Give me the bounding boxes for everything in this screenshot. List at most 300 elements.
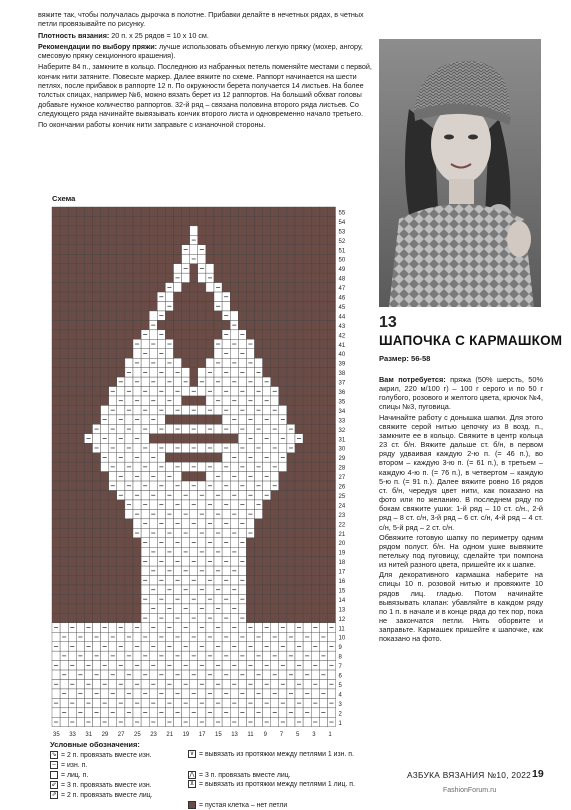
chart-cell (149, 689, 157, 698)
chart-cell (157, 207, 165, 216)
chart-cell (255, 585, 263, 594)
chart-cell (93, 273, 101, 282)
chart-cell (141, 226, 149, 235)
chart-cell (198, 632, 206, 641)
chart-cell (101, 491, 109, 500)
chart-cell (84, 453, 92, 462)
chart-cell (319, 245, 327, 254)
chart-cell (246, 519, 254, 528)
chart-cell (222, 264, 230, 273)
chart-cell (311, 254, 319, 263)
chart-cell (93, 680, 101, 689)
chart-cell (271, 623, 279, 632)
chart-cell (157, 283, 165, 292)
chart-cell (271, 264, 279, 273)
chart-cell (279, 594, 287, 603)
chart-cell (295, 226, 303, 235)
chart-cell (271, 661, 279, 670)
chart-cell (214, 273, 222, 282)
chart-cell (68, 708, 76, 717)
chart-cell (303, 235, 311, 244)
chart-cell (311, 264, 319, 273)
chart-cell (84, 283, 92, 292)
chart-cell (271, 585, 279, 594)
chart-cell (255, 311, 263, 320)
chart-cell (319, 358, 327, 367)
chart-cell (52, 594, 60, 603)
chart-cell (319, 623, 327, 632)
chart-cell (255, 245, 263, 254)
chart-cell (327, 472, 335, 481)
chart-cell (311, 349, 319, 358)
chart-cell (222, 226, 230, 235)
chart-cell (287, 339, 295, 348)
chart-cell (141, 509, 149, 518)
chart-cell (255, 415, 263, 424)
chart-cell (263, 358, 271, 367)
chart-cell (182, 207, 190, 216)
chart-cell (93, 339, 101, 348)
chart-cell (52, 302, 60, 311)
chart-cell (319, 462, 327, 471)
chart-cell (271, 547, 279, 556)
chart-cell (190, 358, 198, 367)
chart-cell (52, 566, 60, 575)
chart-cell (319, 283, 327, 292)
chart-cell (303, 339, 311, 348)
chart-cell (84, 368, 92, 377)
chart-cell (271, 216, 279, 225)
chart-cell (238, 254, 246, 263)
chart-cell (303, 519, 311, 528)
chart-cell (52, 472, 60, 481)
legend-item: ⇙ = 3 п. провязать вместе изн. (51, 781, 152, 789)
chart-cell (311, 462, 319, 471)
chart-cell (238, 396, 246, 405)
chart-cell (295, 594, 303, 603)
chart-cell (198, 415, 206, 424)
chart-cell (263, 245, 271, 254)
chart-cell (174, 207, 182, 216)
chart-cell (84, 292, 92, 301)
intro-paragraph-0: вяжите так, чтобы получалась дырочка в полотне. Прибавки делайте в нечетных рядах, в четных петли провязывайте по рисунку. (38, 10, 364, 29)
chart-cell (93, 604, 101, 613)
chart-cell (319, 604, 327, 613)
chart-cell (52, 424, 60, 433)
chart-cell (60, 547, 68, 556)
chart-cell (60, 698, 68, 707)
chart-cell (214, 405, 222, 414)
chart-cell (255, 594, 263, 603)
chart-cell (133, 538, 141, 547)
chart-cell (52, 245, 60, 254)
chart-cell (141, 254, 149, 263)
chart-cell (271, 358, 279, 367)
chart-cell (125, 339, 133, 348)
chart-cell (109, 235, 117, 244)
chart-cell (174, 566, 182, 575)
chart-cell (238, 661, 246, 670)
row-number: 41 (338, 342, 346, 349)
chart-cell (93, 642, 101, 651)
column-number: 35 (53, 731, 60, 738)
chart-cell (52, 500, 60, 509)
chart-cell (174, 642, 182, 651)
chart-cell (190, 623, 198, 632)
chart-cell (117, 358, 125, 367)
chart-cell (198, 283, 206, 292)
chart-cell (174, 585, 182, 594)
chart-cell (109, 538, 117, 547)
chart-cell (246, 462, 254, 471)
chart-cell (255, 717, 263, 726)
chart-cell (190, 585, 198, 594)
chart-cell (238, 528, 246, 537)
chart-cell (255, 642, 263, 651)
chart-cell (303, 415, 311, 424)
chart-cell (206, 528, 214, 537)
chart-cell (230, 576, 238, 585)
chart-cell (263, 387, 271, 396)
chart-cell (101, 670, 109, 679)
chart-cell (52, 670, 60, 679)
chart-cell (238, 358, 246, 367)
chart-cell (174, 491, 182, 500)
chart-cell (263, 613, 271, 622)
chart-cell (84, 302, 92, 311)
row-number: 49 (338, 267, 346, 274)
chart-cell (319, 443, 327, 452)
chart-cell (303, 320, 311, 329)
chart-cell (311, 339, 319, 348)
chart-cell (263, 576, 271, 585)
chart-cell (84, 254, 92, 263)
chart-cell (311, 358, 319, 367)
chart-cell (133, 264, 141, 273)
row-number: 18 (338, 560, 346, 567)
chart-cell (141, 434, 149, 443)
chart-cell (230, 245, 238, 254)
chart-cell (303, 661, 311, 670)
chart-cell (133, 585, 141, 594)
chart-cell (117, 585, 125, 594)
chart-cell (279, 500, 287, 509)
chart-cell (84, 547, 92, 556)
chart-cell (68, 235, 76, 244)
row-number: 10 (338, 635, 346, 642)
chart-cell (206, 245, 214, 254)
chart-cell (238, 415, 246, 424)
chart-cell (295, 311, 303, 320)
chart-cell (271, 491, 279, 500)
chart-cell (76, 443, 84, 452)
chart-cell (93, 453, 101, 462)
chart-cell (149, 632, 157, 641)
chart-cell (255, 519, 263, 528)
chart-cell (287, 481, 295, 490)
chart-cell (60, 661, 68, 670)
row-number: 48 (338, 276, 346, 283)
chart-cell (206, 717, 214, 726)
chart-cell (214, 311, 222, 320)
chart-cell (109, 717, 117, 726)
chart-cell (222, 680, 230, 689)
chart-cell (93, 509, 101, 518)
chart-cell (263, 216, 271, 225)
chart-cell (93, 358, 101, 367)
chart-cell (303, 377, 311, 386)
chart-cell (190, 717, 198, 726)
chart-cell (125, 491, 133, 500)
chart-cell (109, 500, 117, 509)
chart-cell (141, 245, 149, 254)
chart-cell (157, 566, 165, 575)
chart-cell (76, 415, 84, 424)
chart-cell (125, 283, 133, 292)
chart-cell (311, 519, 319, 528)
chart-cell (255, 453, 263, 462)
chart-cell (287, 680, 295, 689)
chart-cell (125, 358, 133, 367)
chart-cell (287, 698, 295, 707)
chart-cell (222, 207, 230, 216)
chart-cell (214, 415, 222, 424)
chart-cell (101, 368, 109, 377)
chart-cell (303, 358, 311, 367)
chart-cell (246, 216, 254, 225)
chart-cell (84, 245, 92, 254)
chart-cell (101, 594, 109, 603)
chart-cell (287, 320, 295, 329)
chart-cell (141, 396, 149, 405)
chart-cell (93, 216, 101, 225)
chart-cell (279, 387, 287, 396)
chart-cell (311, 481, 319, 490)
chart-cell (198, 434, 206, 443)
chart-cell (52, 481, 60, 490)
chart-cell (222, 254, 230, 263)
chart-cell (76, 358, 84, 367)
chart-cell (84, 651, 92, 660)
chart-cell (117, 311, 125, 320)
chart-cell (125, 680, 133, 689)
chart-cell (295, 576, 303, 585)
pattern-size: Размер: 56-58 (379, 354, 431, 363)
chart-cell (295, 538, 303, 547)
chart-cell (182, 320, 190, 329)
legend-symbol-icon: ⋀ (189, 772, 195, 778)
chart-cell (109, 368, 117, 377)
chart-cell (93, 500, 101, 509)
chart-cell (182, 216, 190, 225)
chart-cell (133, 708, 141, 717)
chart-cell (311, 245, 319, 254)
chart-cell (327, 651, 335, 660)
column-number: 29 (101, 731, 109, 738)
chart-cell (327, 481, 335, 490)
chart-cell (263, 339, 271, 348)
chart-cell (271, 283, 279, 292)
chart-cell (287, 491, 295, 500)
chart-cell (287, 661, 295, 670)
chart-cell (279, 613, 287, 622)
chart-cell (149, 670, 157, 679)
chart-cell (271, 226, 279, 235)
chart-cell (279, 405, 287, 414)
chart-cell (149, 330, 157, 339)
chart-cell (303, 349, 311, 358)
chart-cell (230, 708, 238, 717)
chart-cell (141, 320, 149, 329)
chart-cell (287, 396, 295, 405)
chart-cell (263, 424, 271, 433)
chart-cell (68, 216, 76, 225)
chart-cell (76, 594, 84, 603)
chart-cell (60, 377, 68, 386)
chart-cell (133, 245, 141, 254)
chart-cell (174, 415, 182, 424)
chart-cell (255, 358, 263, 367)
chart-cell (141, 717, 149, 726)
chart-cell (60, 283, 68, 292)
chart-cell (327, 632, 335, 641)
chart-cell (182, 519, 190, 528)
chart-cell (206, 235, 214, 244)
chart-cell (109, 349, 117, 358)
chart-cell (222, 585, 230, 594)
chart-cell (52, 613, 60, 622)
chart-cell (76, 623, 84, 632)
chart-cell (327, 216, 335, 225)
chart-cell (60, 717, 68, 726)
chart-cell (52, 434, 60, 443)
chart-cell (263, 519, 271, 528)
chart-cell (101, 292, 109, 301)
chart-cell (133, 670, 141, 679)
chart-cell (68, 207, 76, 216)
chart-cell (174, 509, 182, 518)
legend-item: = лиц. п. (50, 770, 153, 780)
chart-cell (117, 708, 125, 717)
chart-cell (101, 443, 109, 452)
chart-cell (319, 330, 327, 339)
chart-cell (295, 491, 303, 500)
chart-cell (230, 264, 238, 273)
chart-cell (182, 434, 190, 443)
chart-cell (109, 377, 117, 386)
chart-cell (238, 226, 246, 235)
chart-cell (101, 632, 109, 641)
chart-cell (319, 264, 327, 273)
chart-cell (263, 651, 271, 660)
chart-cell (214, 320, 222, 329)
chart-cell (295, 604, 303, 613)
chart-cell (68, 245, 76, 254)
chart-cell (238, 585, 246, 594)
chart-cell (311, 424, 319, 433)
chart-cell (295, 632, 303, 641)
chart-cell (76, 604, 84, 613)
chart-cell (141, 377, 149, 386)
chart-cell (60, 576, 68, 585)
chart-cell (198, 273, 206, 282)
chart-cell (255, 547, 263, 556)
chart-cell (190, 330, 198, 339)
row-number: 32 (338, 427, 346, 434)
chart-cell (271, 330, 279, 339)
chart-cell (263, 670, 271, 679)
row-number: 24 (338, 503, 346, 510)
chart-cell (174, 547, 182, 556)
chart-cell (93, 245, 101, 254)
chart-cell (327, 264, 335, 273)
chart-cell (84, 396, 92, 405)
chart-cell (117, 547, 125, 556)
chart-cell (52, 226, 60, 235)
chart-cell (101, 387, 109, 396)
chart-cell (238, 302, 246, 311)
chart-cell (222, 642, 230, 651)
chart-cell (287, 264, 295, 273)
chart-cell (101, 566, 109, 575)
chart-cell (165, 708, 173, 717)
chart-cell (327, 235, 335, 244)
chart-cell (149, 207, 157, 216)
chart-cell (157, 717, 165, 726)
row-number: 36 (338, 390, 346, 396)
chart-cell (84, 311, 92, 320)
chart-cell (141, 453, 149, 462)
chart-cell (157, 642, 165, 651)
chart-cell (295, 509, 303, 518)
chart-cell (295, 330, 303, 339)
chart-cell (68, 311, 76, 320)
row-number: 4 (338, 692, 342, 699)
chart-cell (133, 283, 141, 292)
chart-cell (117, 651, 125, 660)
chart-cell (287, 613, 295, 622)
chart-cell (238, 491, 246, 500)
legend-title: Условные обозначения: (50, 740, 140, 749)
chart-cell (93, 292, 101, 301)
chart-cell (303, 500, 311, 509)
chart-cell (190, 216, 198, 225)
chart-cell (93, 226, 101, 235)
chart-cell (165, 481, 173, 490)
chart-cell (52, 576, 60, 585)
chart-cell (271, 642, 279, 651)
chart-cell (84, 472, 92, 481)
chart-cell (125, 264, 133, 273)
chart-cell (319, 509, 327, 518)
chart-cell (165, 670, 173, 679)
chart-cell (295, 500, 303, 509)
chart-cell (68, 566, 76, 575)
chart-cell (133, 500, 141, 509)
chart-cell (238, 245, 246, 254)
chart-cell (165, 264, 173, 273)
chart-cell (263, 462, 271, 471)
chart-cell (319, 434, 327, 443)
chart-cell (190, 311, 198, 320)
chart-cell (101, 311, 109, 320)
chart-cell (117, 689, 125, 698)
chart-cell (76, 405, 84, 414)
row-number: 3 (338, 701, 342, 708)
chart-cell (174, 528, 182, 537)
row-number: 21 (338, 531, 346, 538)
chart-cell (165, 424, 173, 433)
